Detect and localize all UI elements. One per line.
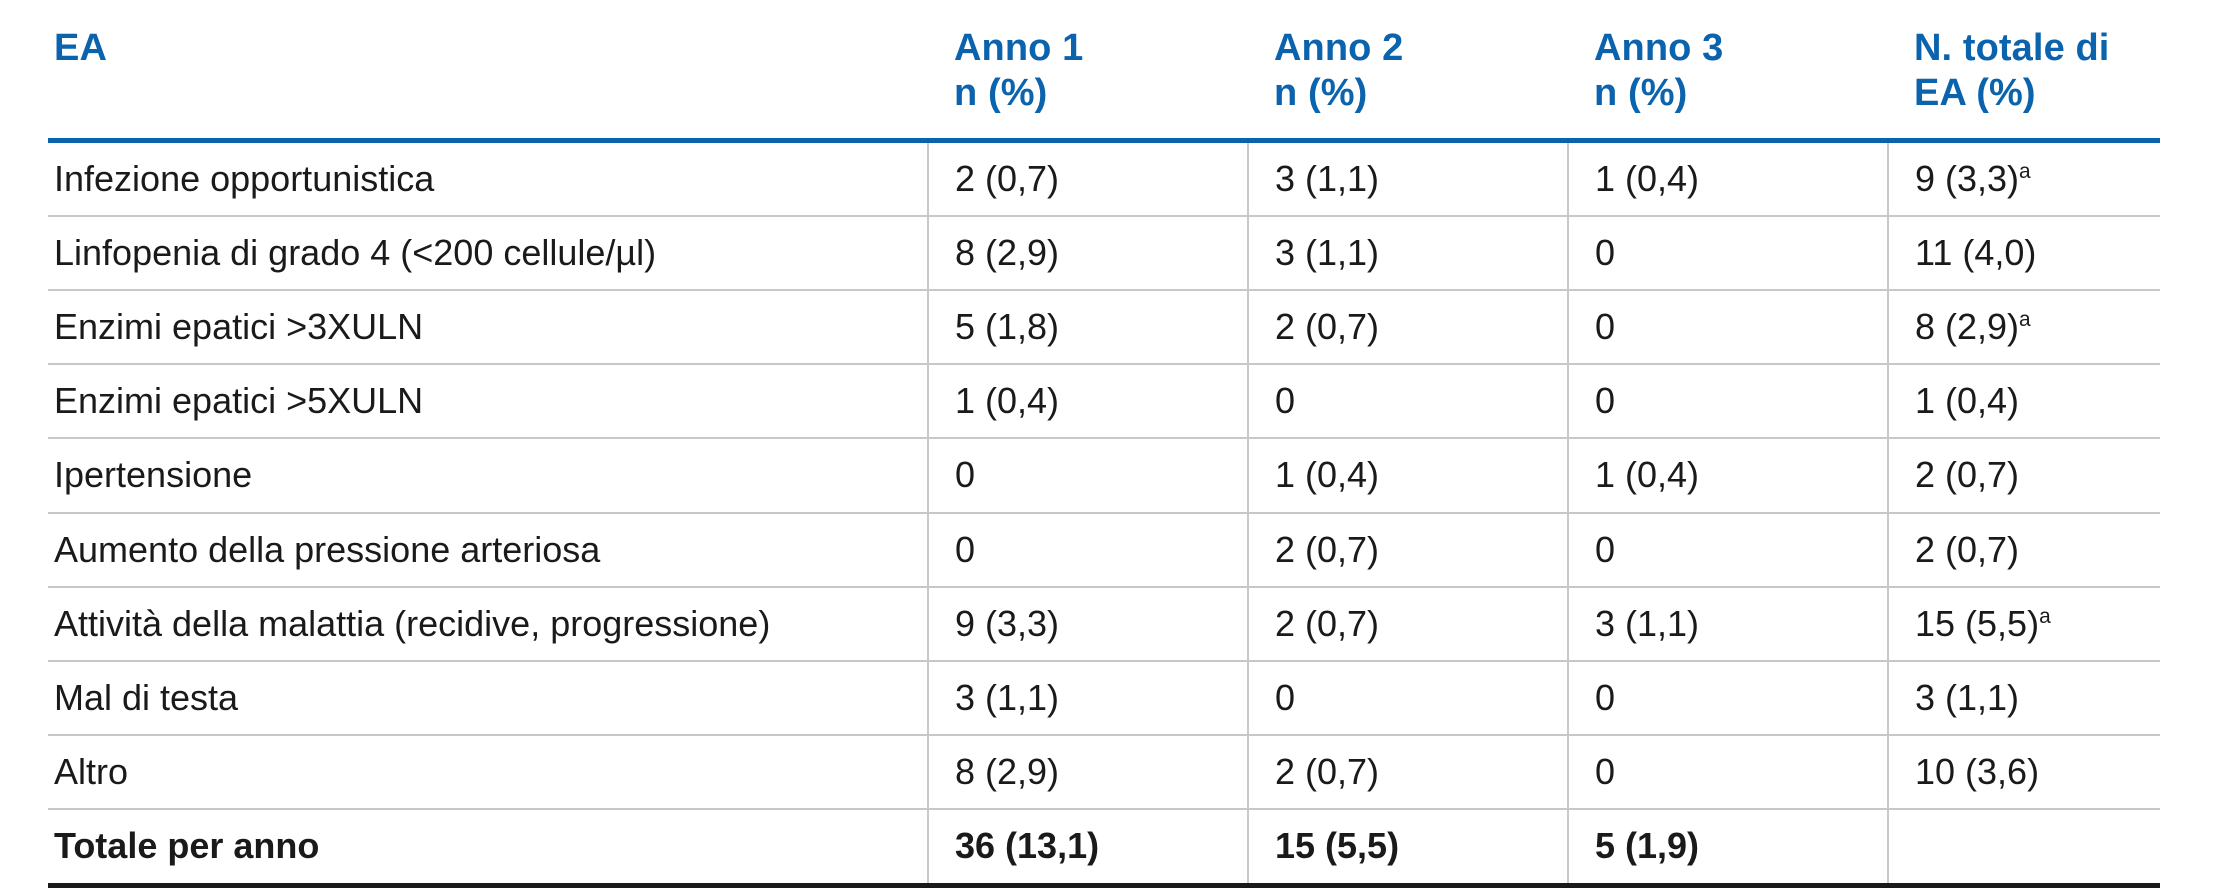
cell-year-2: 0	[1248, 364, 1568, 438]
column-header-year-3-line1: Anno 3	[1594, 27, 1724, 69]
footnote-marker: a	[2019, 308, 2031, 332]
column-header-year-2-line2: n (%)	[1274, 71, 1368, 114]
table-row	[48, 513, 2160, 587]
cell-year-1: 0	[928, 438, 1248, 512]
row-label: Linfopenia di grado 4 (<200 cellule/µl)	[48, 216, 928, 290]
cell-year-1: 8 (2,9)	[928, 735, 1248, 809]
cell-year-2: 3 (1,1)	[1248, 216, 1568, 290]
cell-year-1: 0	[928, 513, 1248, 587]
table-header	[48, 22, 2160, 140]
row-label: Altro	[48, 735, 928, 809]
cell-year-2: 2 (0,7)	[1248, 587, 1568, 661]
cell-total-value: 1 (0,4)	[1915, 380, 2020, 422]
footnote-marker: a	[2039, 604, 2051, 628]
cell-total	[1888, 513, 2160, 587]
table-body	[48, 140, 2160, 885]
cell-year-3: 1 (0,4)	[1568, 438, 1888, 512]
row-label: Attività della malattia (recidive, progressione)	[48, 587, 928, 661]
cell-total-value: 2 (0,7)	[1915, 528, 2020, 570]
total-cell-year-3: 5 (1,9)	[1568, 809, 1888, 885]
cell-year-3: 1 (0,4)	[1568, 140, 1888, 216]
total-cell-year-2: 15 (5,5)	[1248, 809, 1568, 885]
cell-total	[1888, 140, 2160, 216]
cell-year-2: 2 (0,7)	[1248, 290, 1568, 364]
cell-year-3: 0	[1568, 661, 1888, 735]
cell-year-2: 0	[1248, 661, 1568, 735]
cell-year-2: 1 (0,4)	[1248, 438, 1568, 512]
table-row	[48, 364, 2160, 438]
row-label: Infezione opportunistica	[48, 140, 928, 216]
column-header-year-1-line1: Anno 1	[954, 27, 1084, 69]
table-row	[48, 438, 2160, 512]
cell-year-2: 3 (1,1)	[1248, 140, 1568, 216]
row-label: Mal di testa	[48, 661, 928, 735]
cell-total	[1888, 661, 2160, 735]
total-cell-year-1: 36 (13,1)	[928, 809, 1248, 885]
column-header-year-2	[1248, 22, 1568, 140]
cell-total	[1888, 735, 2160, 809]
cell-year-1: 3 (1,1)	[928, 661, 1248, 735]
table-row	[48, 587, 2160, 661]
table-row	[48, 216, 2160, 290]
cell-total-value: 3 (1,1)	[1915, 676, 2020, 718]
column-header-year-2-line1: Anno 2	[1274, 27, 1404, 69]
column-header-year-1	[928, 22, 1248, 140]
column-header-year-3-line2: n (%)	[1594, 71, 1688, 114]
cell-total	[1888, 290, 2160, 364]
column-header-total-line2: EA (%)	[1914, 71, 2036, 114]
cell-total-value: 8 (2,9)	[1915, 306, 2020, 348]
row-label: Enzimi epatici >5XULN	[48, 364, 928, 438]
cell-total	[1888, 216, 2160, 290]
cell-year-2: 2 (0,7)	[1248, 735, 1568, 809]
cell-year-1: 2 (0,7)	[928, 140, 1248, 216]
cell-year-3: 0	[1568, 290, 1888, 364]
row-label: Ipertensione	[48, 438, 928, 512]
table-total-row	[48, 809, 2160, 885]
header-row	[48, 22, 2160, 140]
cell-total-value: 2 (0,7)	[1915, 454, 2020, 496]
cell-total	[1888, 364, 2160, 438]
column-header-year-1-line2: n (%)	[954, 71, 1048, 114]
row-label: Aumento della pressione arteriosa	[48, 513, 928, 587]
row-label: Enzimi epatici >3XULN	[48, 290, 928, 364]
total-cell-total	[1888, 809, 2160, 885]
cell-year-1: 1 (0,4)	[928, 364, 1248, 438]
cell-year-3: 0	[1568, 735, 1888, 809]
adverse-events-table	[48, 22, 2160, 888]
table-row	[48, 661, 2160, 735]
cell-total-value: 10 (3,6)	[1915, 751, 2040, 793]
cell-total-value: 11 (4,0)	[1915, 231, 2037, 273]
table-row	[48, 290, 2160, 364]
cell-year-1: 9 (3,3)	[928, 587, 1248, 661]
cell-year-1: 8 (2,9)	[928, 216, 1248, 290]
cell-year-2: 2 (0,7)	[1248, 513, 1568, 587]
footnote-marker: a	[2019, 159, 2031, 183]
table-row	[48, 735, 2160, 809]
column-header-ea	[48, 22, 928, 140]
cell-total-value: 15 (5,5)	[1915, 602, 2040, 644]
cell-total-value: 9 (3,3)	[1915, 157, 2020, 199]
column-header-total-line1: N. totale di	[1914, 27, 2110, 69]
cell-year-3: 3 (1,1)	[1568, 587, 1888, 661]
cell-total	[1888, 587, 2160, 661]
total-row-label: Totale per anno	[48, 809, 928, 885]
cell-year-3: 0	[1568, 364, 1888, 438]
table-row	[48, 140, 2160, 216]
cell-total	[1888, 438, 2160, 512]
column-header-year-3	[1568, 22, 1888, 140]
column-header-total	[1888, 22, 2160, 140]
cell-year-1: 5 (1,8)	[928, 290, 1248, 364]
cell-year-3: 0	[1568, 513, 1888, 587]
column-header-ea-line1: EA	[54, 27, 107, 69]
cell-year-3: 0	[1568, 216, 1888, 290]
